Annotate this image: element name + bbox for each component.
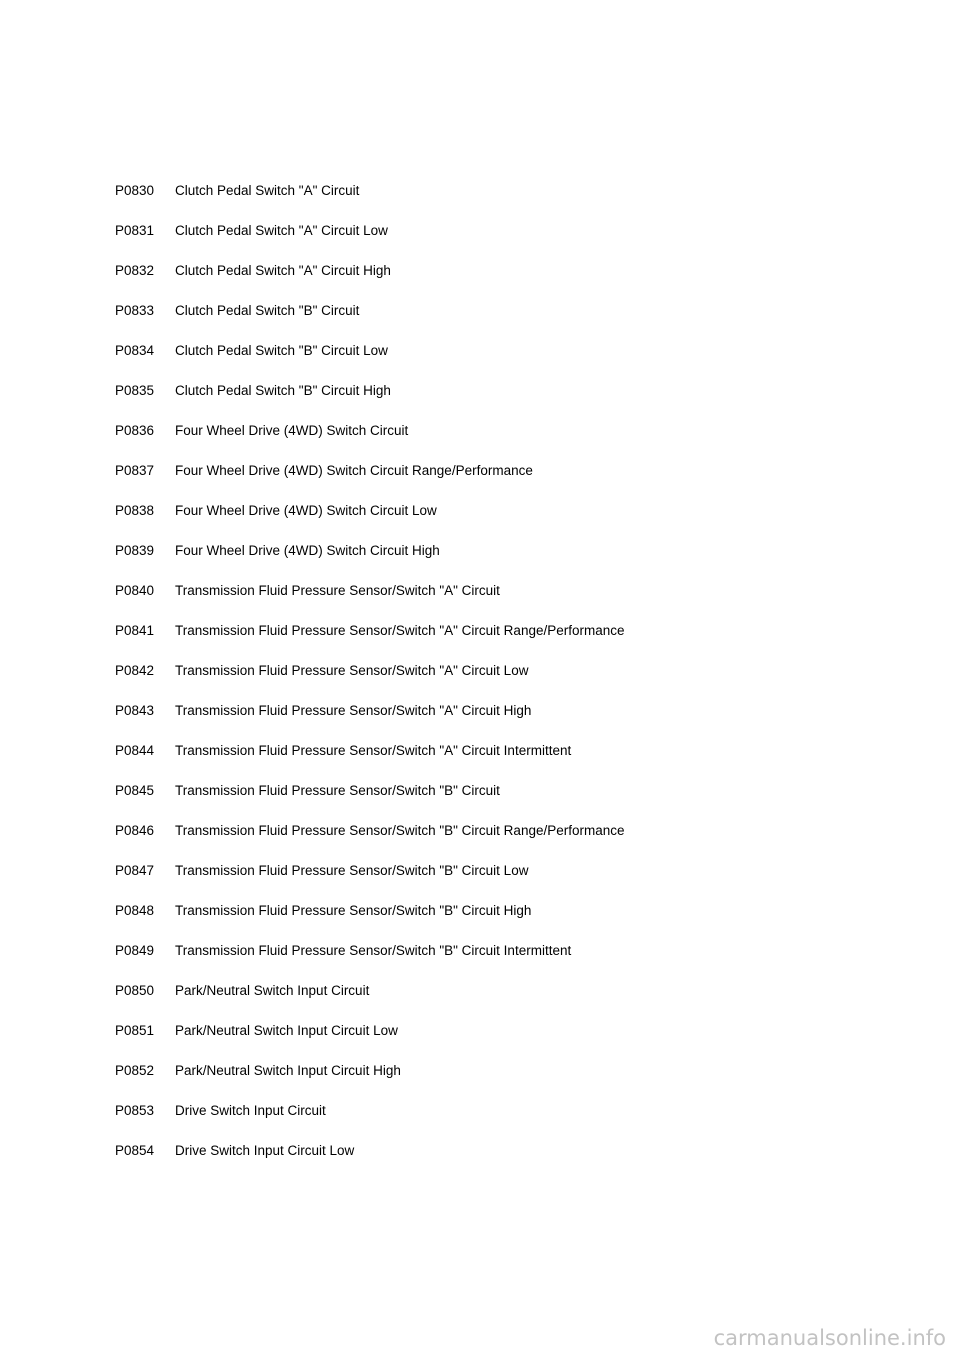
- dtc-description: Transmission Fluid Pressure Sensor/Switch "B" Circuit High: [175, 902, 532, 918]
- dtc-code-list: [115, 170, 625, 1170]
- dtc-code: P0846: [115, 822, 155, 838]
- dtc-description: Transmission Fluid Pressure Sensor/Switch "B" Circuit: [175, 782, 500, 798]
- code-row: [115, 290, 625, 330]
- dtc-code: P0832: [115, 262, 155, 278]
- dtc-description: Clutch Pedal Switch "B" Circuit High: [175, 382, 391, 398]
- code-row: [115, 850, 625, 890]
- dtc-description: Four Wheel Drive (4WD) Switch Circuit: [175, 422, 409, 438]
- dtc-code: P0850: [115, 982, 155, 998]
- code-row: [115, 490, 625, 530]
- code-row: [115, 410, 625, 450]
- dtc-code: P0852: [115, 1062, 155, 1078]
- code-row: [115, 1130, 625, 1170]
- code-row: [115, 650, 625, 690]
- code-row: [115, 170, 625, 210]
- dtc-description: Transmission Fluid Pressure Sensor/Switch "A" Circuit High: [175, 702, 532, 718]
- dtc-code: P0849: [115, 942, 155, 958]
- dtc-description: Clutch Pedal Switch "B" Circuit: [175, 302, 360, 318]
- dtc-code: P0854: [115, 1142, 155, 1158]
- code-row: [115, 330, 625, 370]
- dtc-description: Transmission Fluid Pressure Sensor/Switch "B" Circuit Low: [175, 862, 529, 878]
- dtc-description: Transmission Fluid Pressure Sensor/Switch "A" Circuit Range/Performance: [175, 622, 625, 638]
- dtc-code: P0847: [115, 862, 155, 878]
- dtc-description: Park/Neutral Switch Input Circuit Low: [175, 1022, 398, 1038]
- dtc-code: P0848: [115, 902, 155, 918]
- dtc-code: P0836: [115, 422, 155, 438]
- dtc-description: Transmission Fluid Pressure Sensor/Switch "B" Circuit Intermittent: [175, 942, 572, 958]
- dtc-description: Park/Neutral Switch Input Circuit High: [175, 1062, 401, 1078]
- dtc-description: Transmission Fluid Pressure Sensor/Switch "A" Circuit Intermittent: [175, 742, 572, 758]
- code-row: [115, 970, 625, 1010]
- code-row: [115, 730, 625, 770]
- dtc-description: Transmission Fluid Pressure Sensor/Switch "A" Circuit: [175, 582, 500, 598]
- code-row: [115, 930, 625, 970]
- code-row: [115, 450, 625, 490]
- dtc-code: P0831: [115, 222, 155, 238]
- dtc-description: Clutch Pedal Switch "A" Circuit Low: [175, 222, 388, 238]
- dtc-code: P0835: [115, 382, 155, 398]
- dtc-description: Drive Switch Input Circuit Low: [175, 1142, 355, 1158]
- code-row: [115, 690, 625, 730]
- dtc-description: Four Wheel Drive (4WD) Switch Circuit Low: [175, 502, 437, 518]
- dtc-code: P0830: [115, 182, 155, 198]
- dtc-description: Drive Switch Input Circuit: [175, 1102, 326, 1118]
- dtc-code: P0839: [115, 542, 155, 558]
- watermark: carmanualsonline.info: [713, 1326, 946, 1350]
- code-row: [115, 250, 625, 290]
- dtc-code: P0841: [115, 622, 155, 638]
- dtc-description: Clutch Pedal Switch "A" Circuit High: [175, 262, 391, 278]
- dtc-code: P0851: [115, 1022, 155, 1038]
- dtc-code: P0837: [115, 462, 155, 478]
- dtc-description: Four Wheel Drive (4WD) Switch Circuit High: [175, 542, 440, 558]
- code-row: [115, 570, 625, 610]
- dtc-description: Transmission Fluid Pressure Sensor/Switch "A" Circuit Low: [175, 662, 529, 678]
- code-row: [115, 1090, 625, 1130]
- code-row: [115, 770, 625, 810]
- code-row: [115, 610, 625, 650]
- code-row: [115, 370, 625, 410]
- code-row: [115, 1050, 625, 1090]
- dtc-code: P0853: [115, 1102, 155, 1118]
- dtc-description: Clutch Pedal Switch "B" Circuit Low: [175, 342, 388, 358]
- code-row: [115, 530, 625, 570]
- dtc-code: P0833: [115, 302, 155, 318]
- dtc-description: Transmission Fluid Pressure Sensor/Switch "B" Circuit Range/Performance: [175, 822, 625, 838]
- dtc-code: P0843: [115, 702, 155, 718]
- dtc-description: Clutch Pedal Switch "A" Circuit: [175, 182, 360, 198]
- dtc-description: Park/Neutral Switch Input Circuit: [175, 982, 370, 998]
- dtc-code: P0844: [115, 742, 155, 758]
- dtc-code: P0842: [115, 662, 155, 678]
- code-row: [115, 890, 625, 930]
- dtc-description: Four Wheel Drive (4WD) Switch Circuit Range/Performance: [175, 462, 533, 478]
- code-row: [115, 810, 625, 850]
- dtc-code: P0838: [115, 502, 155, 518]
- dtc-code: P0840: [115, 582, 155, 598]
- code-row: [115, 1010, 625, 1050]
- dtc-code: P0834: [115, 342, 155, 358]
- code-row: [115, 210, 625, 250]
- dtc-code: P0845: [115, 782, 155, 798]
